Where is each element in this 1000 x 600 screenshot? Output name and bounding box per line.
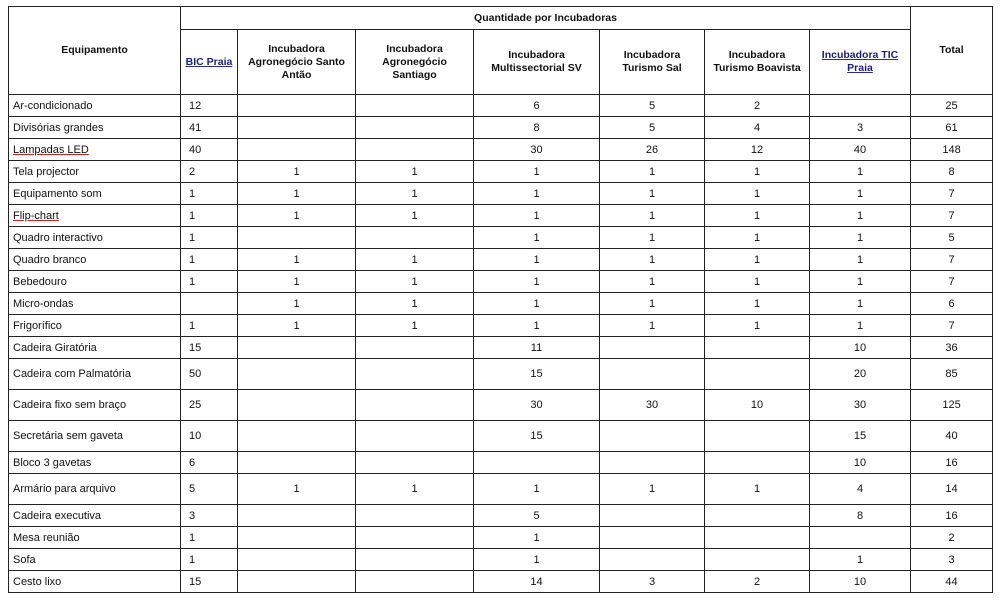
- row-quantity-cell: [356, 421, 474, 452]
- row-quantity-cell: [238, 95, 356, 117]
- row-quantity-cell: 1: [600, 249, 705, 271]
- row-quantity-cell: 1: [238, 161, 356, 183]
- table-row: [9, 315, 993, 337]
- row-quantity-cell: [238, 390, 356, 421]
- row-quantity-cell: 1: [356, 161, 474, 183]
- row-quantity-cell: 1: [600, 183, 705, 205]
- row-quantity-cell: 26: [600, 139, 705, 161]
- row-quantity-cell: 1: [705, 161, 810, 183]
- row-quantity-cell: 6: [474, 95, 600, 117]
- table-row: [9, 183, 993, 205]
- header-equipamento: Equipamento: [9, 7, 181, 95]
- row-quantity-cell: 1: [474, 249, 600, 271]
- row-quantity-cell: 15: [474, 359, 600, 390]
- row-quantity-cell: 1: [181, 249, 238, 271]
- row-quantity-cell: 3: [810, 117, 911, 139]
- row-quantity-cell: 1: [181, 271, 238, 293]
- row-quantity-cell: [238, 452, 356, 474]
- row-quantity-cell: 1: [600, 205, 705, 227]
- row-quantity-cell: 4: [810, 474, 911, 505]
- row-total-cell: 2: [911, 527, 993, 549]
- row-quantity-cell: 30: [810, 390, 911, 421]
- row-quantity-cell: [356, 359, 474, 390]
- row-equipment-name: Bebedouro: [9, 271, 181, 293]
- row-quantity-cell: [600, 421, 705, 452]
- row-quantity-cell: 50: [181, 359, 238, 390]
- row-quantity-cell: [600, 549, 705, 571]
- row-quantity-cell: 1: [600, 293, 705, 315]
- header-col-agro-santiago: Incubadora Agronegócio Santiago: [356, 30, 474, 95]
- row-total-cell: 6: [911, 293, 993, 315]
- row-quantity-cell: [238, 359, 356, 390]
- row-quantity-cell: 1: [810, 227, 911, 249]
- row-total-cell: 85: [911, 359, 993, 390]
- row-equipment-name: Tela projector: [9, 161, 181, 183]
- row-quantity-cell: 40: [181, 139, 238, 161]
- row-quantity-cell: 1: [356, 293, 474, 315]
- table-row: [9, 227, 993, 249]
- row-quantity-cell: 1: [238, 183, 356, 205]
- row-quantity-cell: [356, 337, 474, 359]
- header-group: Quantidade por Incubadoras: [181, 7, 911, 30]
- row-quantity-cell: 1: [705, 227, 810, 249]
- row-total-cell: 36: [911, 337, 993, 359]
- row-quantity-cell: 2: [705, 571, 810, 593]
- row-quantity-cell: [705, 421, 810, 452]
- row-quantity-cell: [356, 452, 474, 474]
- row-quantity-cell: 10: [705, 390, 810, 421]
- row-quantity-cell: [600, 337, 705, 359]
- row-quantity-cell: [356, 549, 474, 571]
- row-equipment-name: Flip-chart: [9, 205, 181, 227]
- row-quantity-cell: 4: [705, 117, 810, 139]
- row-quantity-cell: 1: [181, 527, 238, 549]
- row-quantity-cell: [238, 421, 356, 452]
- row-quantity-cell: 30: [600, 390, 705, 421]
- row-quantity-cell: 1: [810, 249, 911, 271]
- row-quantity-cell: [238, 549, 356, 571]
- row-equipment-name: Equipamento som: [9, 183, 181, 205]
- table-row: [9, 527, 993, 549]
- table-row: [9, 293, 993, 315]
- row-quantity-cell: 1: [474, 183, 600, 205]
- row-equipment-name: Micro-ondas: [9, 293, 181, 315]
- table-row: [9, 337, 993, 359]
- row-quantity-cell: [600, 452, 705, 474]
- row-total-cell: 7: [911, 205, 993, 227]
- row-quantity-cell: [238, 571, 356, 593]
- row-equipment-name: Mesa reunião: [9, 527, 181, 549]
- row-quantity-cell: [356, 571, 474, 593]
- row-quantity-cell: [356, 95, 474, 117]
- row-quantity-cell: 41: [181, 117, 238, 139]
- row-quantity-cell: 3: [181, 505, 238, 527]
- row-total-cell: 61: [911, 117, 993, 139]
- row-quantity-cell: 15: [810, 421, 911, 452]
- row-quantity-cell: [356, 139, 474, 161]
- row-quantity-cell: [810, 527, 911, 549]
- row-total-cell: 148: [911, 139, 993, 161]
- row-quantity-cell: 10: [810, 571, 911, 593]
- row-quantity-cell: 11: [474, 337, 600, 359]
- row-quantity-cell: 10: [810, 337, 911, 359]
- table-row: [9, 249, 993, 271]
- row-total-cell: 7: [911, 271, 993, 293]
- row-quantity-cell: 1: [181, 183, 238, 205]
- row-equipment-name: Secretária sem gaveta: [9, 421, 181, 452]
- row-quantity-cell: [474, 452, 600, 474]
- table-row: [9, 95, 993, 117]
- row-quantity-cell: [356, 390, 474, 421]
- row-quantity-cell: 1: [474, 549, 600, 571]
- row-equipment-name: Frigorífico: [9, 315, 181, 337]
- row-quantity-cell: 1: [356, 249, 474, 271]
- row-equipment-name: Lampadas LED: [9, 139, 181, 161]
- row-quantity-cell: [600, 527, 705, 549]
- row-quantity-cell: 1: [705, 474, 810, 505]
- row-quantity-cell: 1: [600, 161, 705, 183]
- row-quantity-cell: 30: [474, 390, 600, 421]
- row-quantity-cell: 30: [474, 139, 600, 161]
- row-quantity-cell: 1: [238, 271, 356, 293]
- row-quantity-cell: 1: [810, 315, 911, 337]
- row-total-cell: 16: [911, 452, 993, 474]
- row-quantity-cell: 8: [810, 505, 911, 527]
- row-quantity-cell: 1: [474, 161, 600, 183]
- header-col-turismo-boavista: Incubadora Turismo Boavista: [705, 30, 810, 95]
- table-row: [9, 549, 993, 571]
- row-quantity-cell: 1: [810, 549, 911, 571]
- row-quantity-cell: 6: [181, 452, 238, 474]
- table-row: [9, 390, 993, 421]
- row-quantity-cell: 1: [474, 527, 600, 549]
- header-col-multissectorial: Incubadora Multissectorial SV: [474, 30, 600, 95]
- table-row: [9, 474, 993, 505]
- row-quantity-cell: 1: [238, 293, 356, 315]
- row-quantity-cell: 15: [474, 421, 600, 452]
- table-row: [9, 505, 993, 527]
- row-quantity-cell: [356, 117, 474, 139]
- row-total-cell: 7: [911, 183, 993, 205]
- row-quantity-cell: [705, 359, 810, 390]
- row-quantity-cell: [600, 505, 705, 527]
- row-equipment-name: Cadeira executiva: [9, 505, 181, 527]
- row-equipment-name: Cadeira fixo sem braço: [9, 390, 181, 421]
- table-row: [9, 271, 993, 293]
- row-equipment-name: Quadro interactivo: [9, 227, 181, 249]
- row-quantity-cell: 1: [810, 271, 911, 293]
- row-quantity-cell: 1: [181, 205, 238, 227]
- row-quantity-cell: 1: [474, 205, 600, 227]
- row-total-cell: 8: [911, 161, 993, 183]
- row-quantity-cell: 1: [181, 227, 238, 249]
- row-quantity-cell: 1: [474, 315, 600, 337]
- row-total-cell: 25: [911, 95, 993, 117]
- row-quantity-cell: 1: [810, 161, 911, 183]
- row-quantity-cell: 1: [181, 315, 238, 337]
- row-quantity-cell: 1: [705, 249, 810, 271]
- table-row: [9, 421, 993, 452]
- row-quantity-cell: 1: [810, 183, 911, 205]
- row-equipment-name: Quadro branco: [9, 249, 181, 271]
- row-quantity-cell: 1: [705, 271, 810, 293]
- header-total: Total: [911, 7, 993, 95]
- row-quantity-cell: 1: [705, 315, 810, 337]
- row-quantity-cell: [705, 527, 810, 549]
- row-quantity-cell: [600, 359, 705, 390]
- row-quantity-cell: 15: [181, 571, 238, 593]
- header-col-tic-praia: Incubadora TIC Praia: [810, 30, 911, 95]
- row-quantity-cell: 1: [181, 549, 238, 571]
- row-quantity-cell: 1: [600, 315, 705, 337]
- row-quantity-cell: 8: [474, 117, 600, 139]
- row-quantity-cell: 10: [181, 421, 238, 452]
- row-total-cell: 14: [911, 474, 993, 505]
- row-quantity-cell: 1: [474, 227, 600, 249]
- row-quantity-cell: 1: [600, 474, 705, 505]
- table-row: [9, 571, 993, 593]
- row-quantity-cell: 1: [238, 249, 356, 271]
- row-equipment-name: Cadeira com Palmatória: [9, 359, 181, 390]
- row-quantity-cell: 12: [181, 95, 238, 117]
- row-quantity-cell: 1: [600, 271, 705, 293]
- row-quantity-cell: [705, 505, 810, 527]
- row-quantity-cell: [705, 452, 810, 474]
- row-total-cell: 44: [911, 571, 993, 593]
- table-row: [9, 359, 993, 390]
- header-col-turismo-sal: Incubadora Turismo Sal: [600, 30, 705, 95]
- row-quantity-cell: 5: [474, 505, 600, 527]
- table-row: [9, 117, 993, 139]
- header-col-bic-praia: BIC Praia: [181, 30, 238, 95]
- row-equipment-name: Ar-condicionado: [9, 95, 181, 117]
- row-quantity-cell: [356, 227, 474, 249]
- row-quantity-cell: [238, 117, 356, 139]
- row-quantity-cell: 20: [810, 359, 911, 390]
- row-quantity-cell: 1: [474, 271, 600, 293]
- row-equipment-name: Armário para arquivo: [9, 474, 181, 505]
- row-quantity-cell: 5: [600, 117, 705, 139]
- row-equipment-name: Divisórias grandes: [9, 117, 181, 139]
- row-quantity-cell: 1: [356, 271, 474, 293]
- row-quantity-cell: 40: [810, 139, 911, 161]
- row-quantity-cell: 12: [705, 139, 810, 161]
- row-quantity-cell: [238, 139, 356, 161]
- row-total-cell: 125: [911, 390, 993, 421]
- row-quantity-cell: [181, 293, 238, 315]
- row-quantity-cell: 1: [474, 293, 600, 315]
- row-quantity-cell: [705, 337, 810, 359]
- equipment-table: [8, 6, 993, 593]
- row-quantity-cell: 1: [238, 205, 356, 227]
- row-quantity-cell: 2: [705, 95, 810, 117]
- row-quantity-cell: 1: [356, 474, 474, 505]
- row-quantity-cell: 5: [181, 474, 238, 505]
- row-quantity-cell: [356, 505, 474, 527]
- row-quantity-cell: [810, 95, 911, 117]
- row-total-cell: 16: [911, 505, 993, 527]
- row-quantity-cell: 1: [356, 205, 474, 227]
- row-quantity-cell: 2: [181, 161, 238, 183]
- row-quantity-cell: [238, 505, 356, 527]
- row-quantity-cell: 1: [238, 315, 356, 337]
- row-equipment-name: Cadeira Giratória: [9, 337, 181, 359]
- row-quantity-cell: 5: [600, 95, 705, 117]
- table-row: [9, 161, 993, 183]
- row-quantity-cell: [238, 337, 356, 359]
- row-quantity-cell: 1: [705, 183, 810, 205]
- table-row: [9, 139, 993, 161]
- row-quantity-cell: 1: [810, 205, 911, 227]
- table-body: [9, 95, 993, 593]
- row-quantity-cell: [705, 549, 810, 571]
- row-quantity-cell: 1: [705, 293, 810, 315]
- row-quantity-cell: 14: [474, 571, 600, 593]
- row-quantity-cell: 1: [356, 183, 474, 205]
- row-quantity-cell: [238, 527, 356, 549]
- table-row: [9, 205, 993, 227]
- row-quantity-cell: 1: [705, 205, 810, 227]
- row-quantity-cell: 1: [238, 474, 356, 505]
- row-quantity-cell: 3: [600, 571, 705, 593]
- row-quantity-cell: 1: [474, 474, 600, 505]
- row-equipment-name: Sofa: [9, 549, 181, 571]
- row-quantity-cell: 10: [810, 452, 911, 474]
- row-total-cell: 5: [911, 227, 993, 249]
- row-total-cell: 40: [911, 421, 993, 452]
- row-total-cell: 7: [911, 315, 993, 337]
- table-row: [9, 452, 993, 474]
- row-quantity-cell: [238, 227, 356, 249]
- row-total-cell: 3: [911, 549, 993, 571]
- row-quantity-cell: 1: [810, 293, 911, 315]
- row-quantity-cell: [356, 527, 474, 549]
- row-total-cell: 7: [911, 249, 993, 271]
- row-quantity-cell: 1: [356, 315, 474, 337]
- header-col-agro-santo-antao: Incubadora Agronegócio Santo Antão: [238, 30, 356, 95]
- row-equipment-name: Cesto lixo: [9, 571, 181, 593]
- row-equipment-name: Bloco 3 gavetas: [9, 452, 181, 474]
- row-quantity-cell: 25: [181, 390, 238, 421]
- row-quantity-cell: 15: [181, 337, 238, 359]
- row-quantity-cell: 1: [600, 227, 705, 249]
